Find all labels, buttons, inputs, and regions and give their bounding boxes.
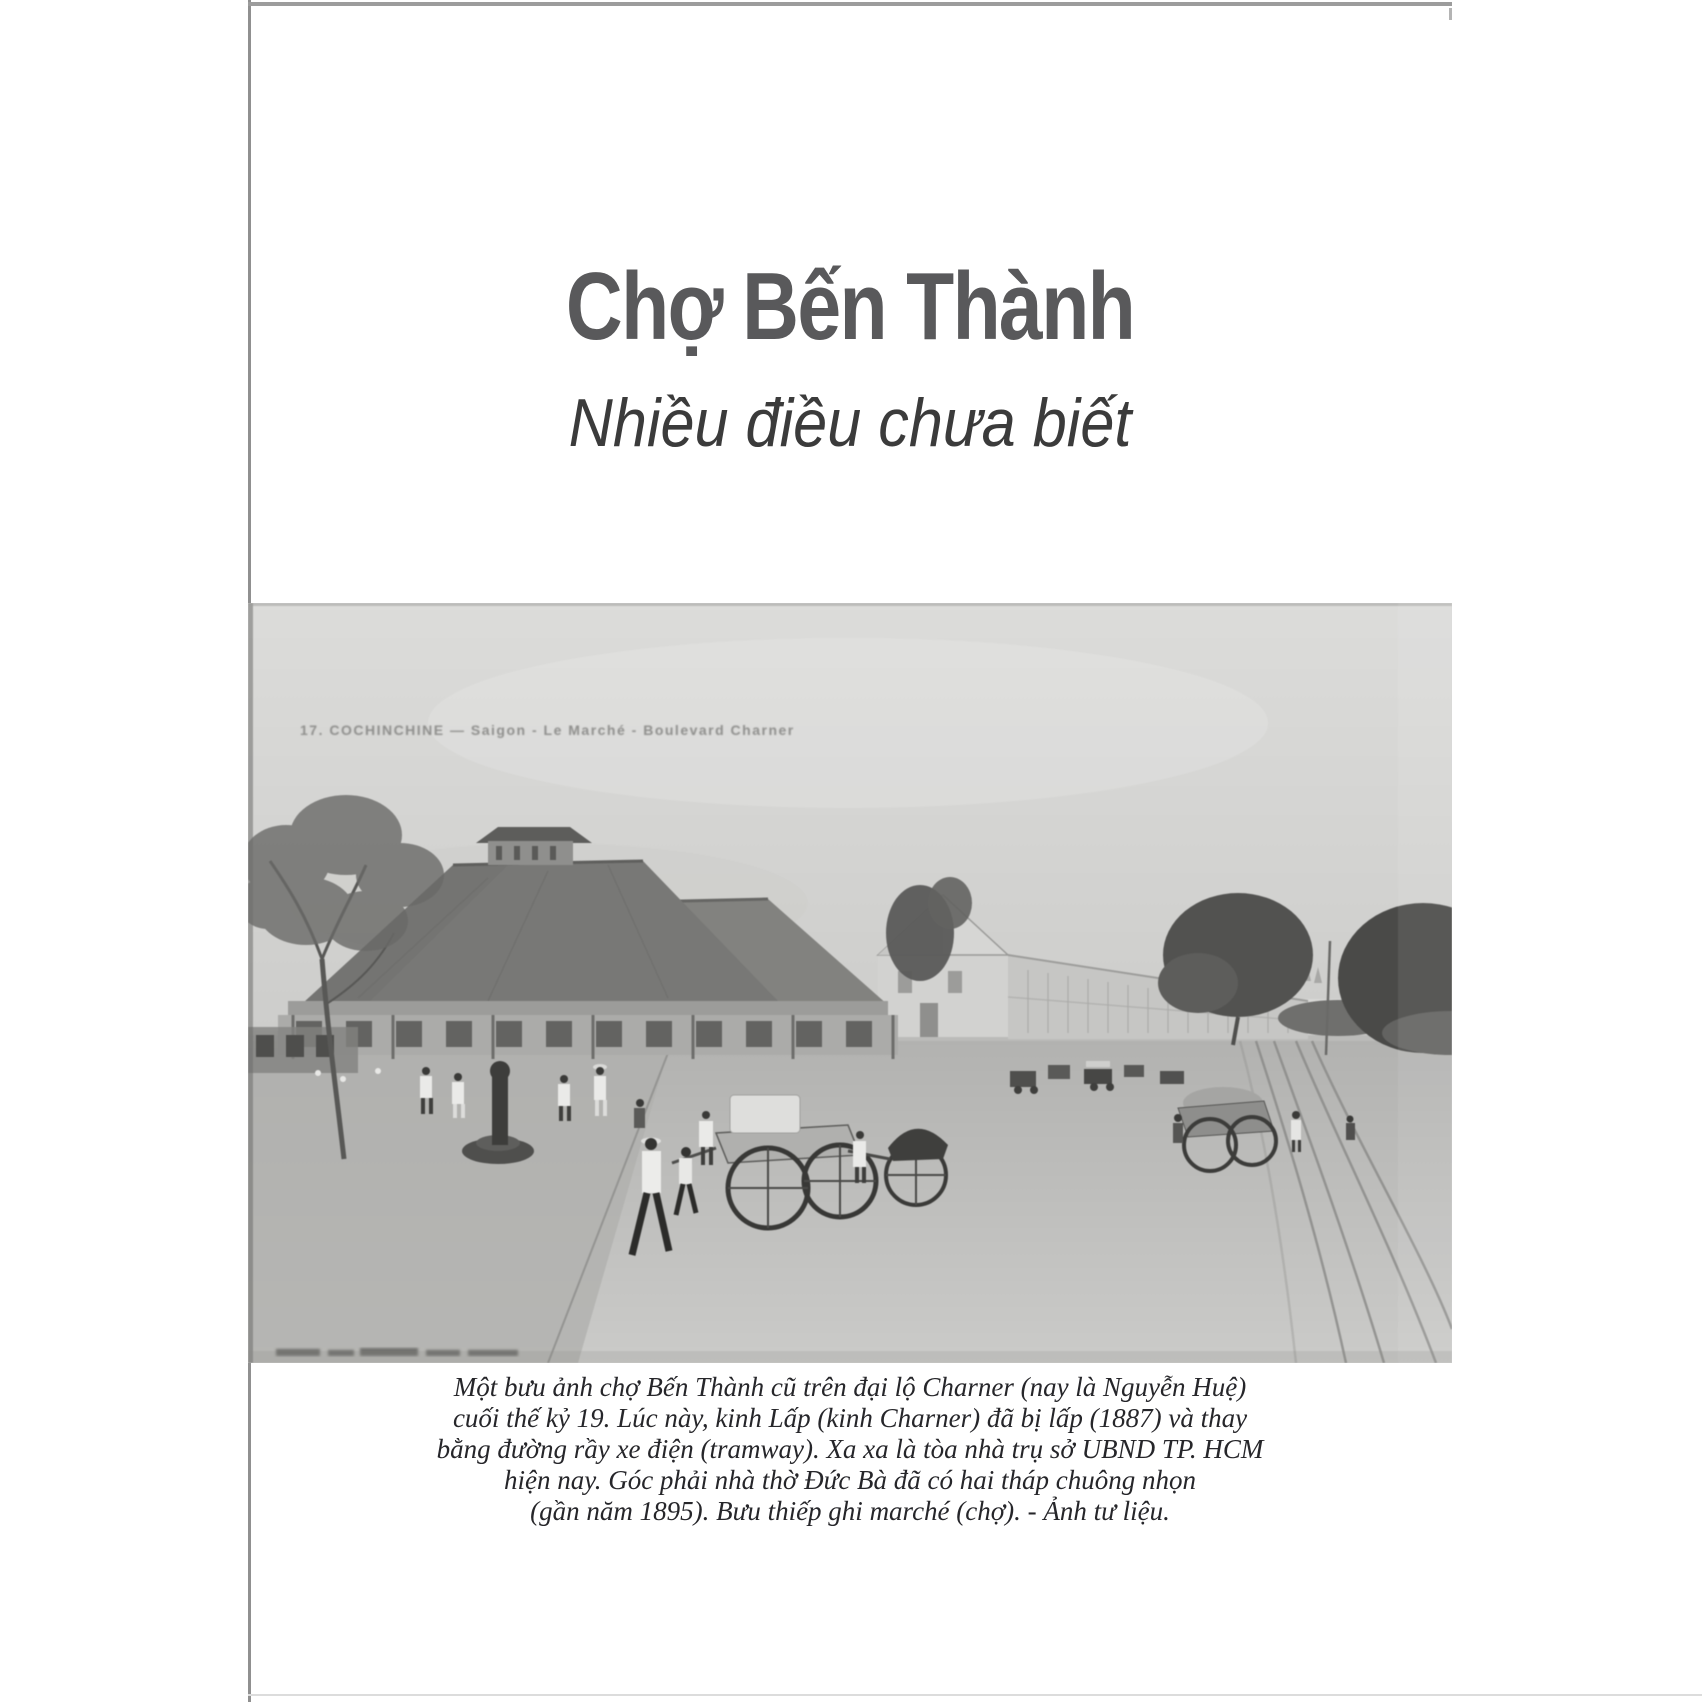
photo-market-stalls	[278, 1001, 898, 1059]
caption-line: cuối thế kỷ 19. Lúc này, kinh Lấp (kinh Charner) đã bị lấp (1887) và thay	[452, 1403, 1248, 1433]
page-top-border-line	[248, 2, 1452, 6]
caption-line: (gần năm 1895). Bưu thiếp ghi marché (chợ). - Ảnh tư liệu.	[530, 1496, 1170, 1526]
page-bottom-border-line	[248, 1694, 1702, 1696]
caption-line: Một bưu ảnh chợ Bến Thành cũ trên đại lộ Charner (nay là Nguyễn Huệ)	[453, 1372, 1247, 1402]
historic-photo-illustration	[248, 603, 1452, 1363]
caption-line: bằng đường rầy xe điện (tramway). Xa xa là tòa nhà trụ sở UBND TP. HCM	[436, 1434, 1264, 1464]
page-subtitle: Nhiều điều chưa biết	[568, 385, 1132, 461]
page-title: Chợ Bến Thành	[565, 253, 1135, 360]
photo-left-stalls	[248, 1027, 358, 1073]
caption-line: hiện nay. Góc phải nhà thờ Đức Bà đã có hai tháp chuông nhọn	[503, 1465, 1197, 1495]
historic-photo	[248, 603, 1452, 1363]
postcard-title-text: 17. COCHINCHINE — Saigon - Le Marché - Boulevard Charner	[300, 722, 795, 738]
page-top-border-tick	[1449, 8, 1452, 20]
photo-caption	[248, 1372, 1452, 1527]
